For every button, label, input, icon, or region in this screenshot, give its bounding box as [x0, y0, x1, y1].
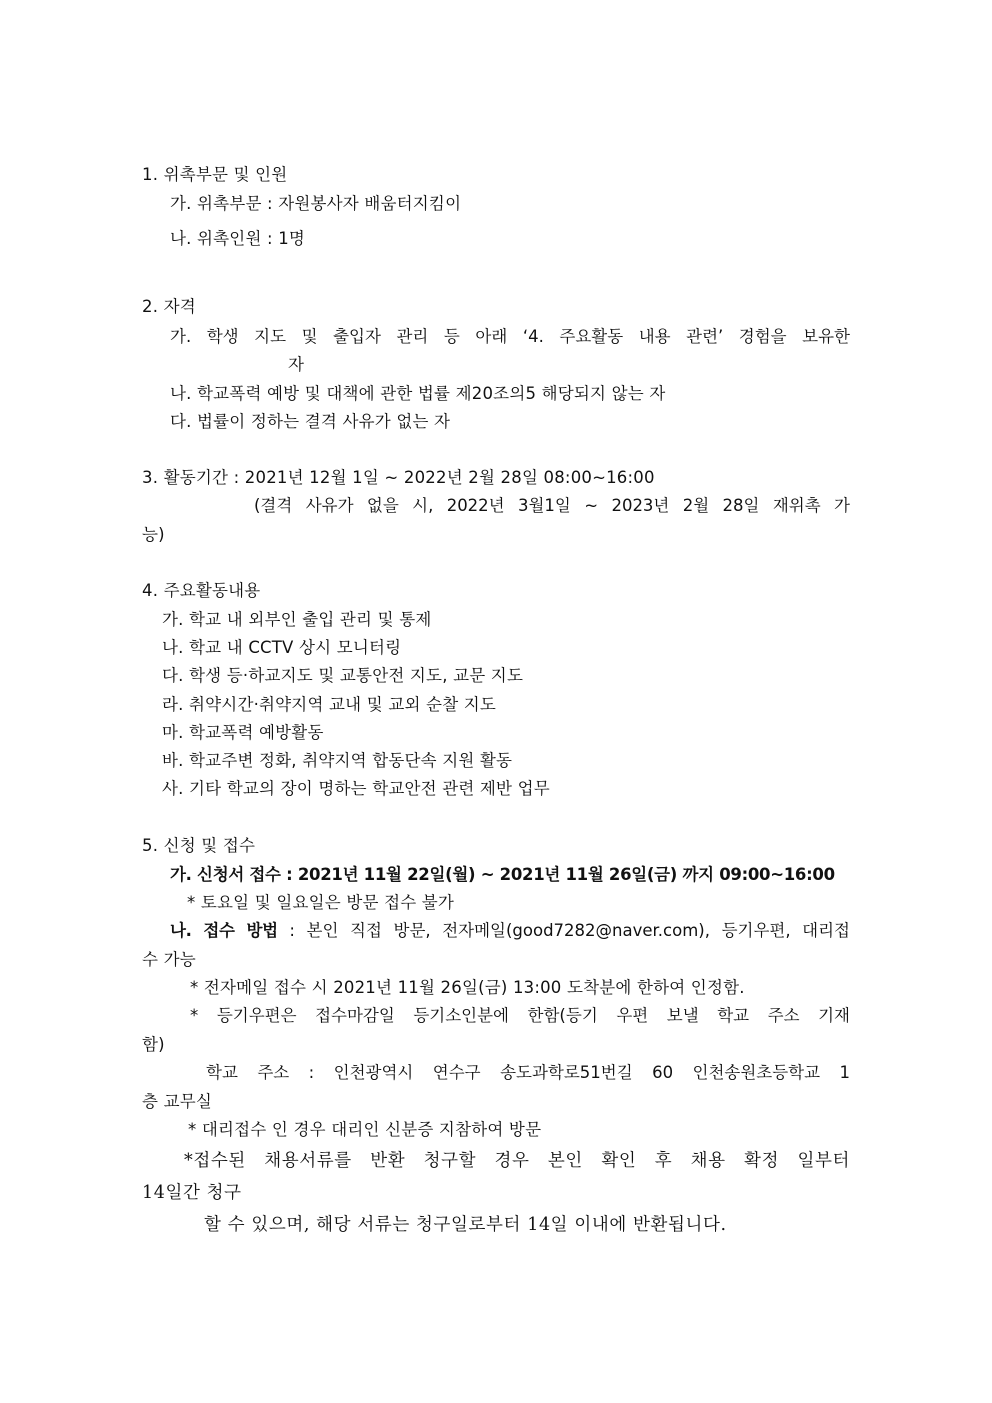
receipt-method-line2: 수 가능	[142, 950, 196, 969]
section-1-item-ga: 가. 위촉부문 : 자원봉사자 배움터지킴이	[170, 194, 462, 213]
section-2-item-ga-line1: 가. 학생 지도 및 출입자 관리 등 아래 ‘4. 주요활동 내용 관련’ 경험을 보유한	[170, 327, 850, 346]
receipt-method-text: : 본인 직접 방문, 전자메일(good7282@naver.com), 등기우편, 대리접	[277, 921, 850, 940]
receipt-method-line1	[170, 920, 850, 942]
activity-item: 라. 취약시간·취약지역 교내 및 교외 순찰 지도	[162, 695, 497, 714]
section-4-heading: 4. 주요활동내용	[142, 581, 261, 600]
section-1-item-na: 나. 위촉인원 : 1명	[170, 229, 306, 248]
activity-item: 바. 학교주변 정화, 취약지역 합동단속 지원 활동	[162, 751, 513, 770]
mail-note-line1: * 등기우편은 접수마감일 등기소인분에 한함(등기 우편 보낼 학교 주소 기재	[190, 1006, 850, 1025]
activity-item: 사. 기타 학교의 장이 명하는 학교안전 관련 제반 업무	[162, 779, 550, 798]
return-note-line2: 14일간 청구	[142, 1183, 242, 1203]
return-note-line3: 할 수 있으며, 해당 서류는 청구일로부터 14일 이내에 반환됩니다.	[204, 1215, 727, 1235]
activity-item: 마. 학교폭력 예방활동	[162, 723, 324, 742]
section-1-heading: 1. 위촉부문 및 인원	[142, 165, 288, 184]
receipt-note: * 토요일 및 일요일은 방문 접수 불가	[187, 893, 455, 912]
section-3-heading: 3. 활동기간 : 2021년 12월 1일 ~ 2022년 2월 28일 08:00~16:00	[142, 468, 655, 487]
section-2-item-na: 나. 학교폭력 예방 및 대책에 관한 법률 제20조의5 해당되지 않는 자	[170, 384, 666, 403]
section-2-item-da: 다. 법률이 정하는 결격 사유가 없는 자	[170, 412, 451, 431]
activity-item: 다. 학생 등·하교지도 및 교통안전 지도, 교문 지도	[162, 666, 524, 685]
proxy-note: * 대리접수 인 경우 대리인 신분증 지참하여 방문	[188, 1120, 542, 1139]
section-2-heading: 2. 자격	[142, 297, 196, 316]
receipt-method-label: 나. 접수 방법	[170, 921, 278, 940]
school-address-line2: 층 교무실	[142, 1092, 213, 1111]
email-note: * 전자메일 접수 시 2021년 11월 26일(금) 13:00 도착분에 한하여 인정함.	[190, 978, 745, 997]
receipt-period: 가. 신청서 접수 : 2021년 11월 22일(월) ~ 2021년 11월 26일(금) 까지 09:00~16:00	[170, 865, 835, 884]
section-5-heading: 5. 신청 및 접수	[142, 836, 256, 855]
section-3-note-line2: 능)	[142, 525, 165, 544]
mail-note-line2: 함)	[142, 1035, 165, 1054]
activity-item: 가. 학교 내 외부인 출입 관리 및 통제	[162, 610, 432, 629]
return-note-line1: *접수된 채용서류를 반환 청구할 경우 본인 확인 후 채용 확정 일부터	[184, 1151, 850, 1171]
section-3-note-line1: (결격 사유가 없을 시, 2022년 3월1일 ~ 2023년 2월 28일 재위촉 가	[254, 496, 850, 515]
activity-item: 나. 학교 내 CCTV 상시 모니터링	[162, 638, 402, 657]
section-2-item-ga-line2: 자	[288, 355, 305, 374]
school-address-line1: 학교 주소 : 인천광역시 연수구 송도과학로51번길 60 인천송원초등학교 1	[206, 1063, 850, 1082]
